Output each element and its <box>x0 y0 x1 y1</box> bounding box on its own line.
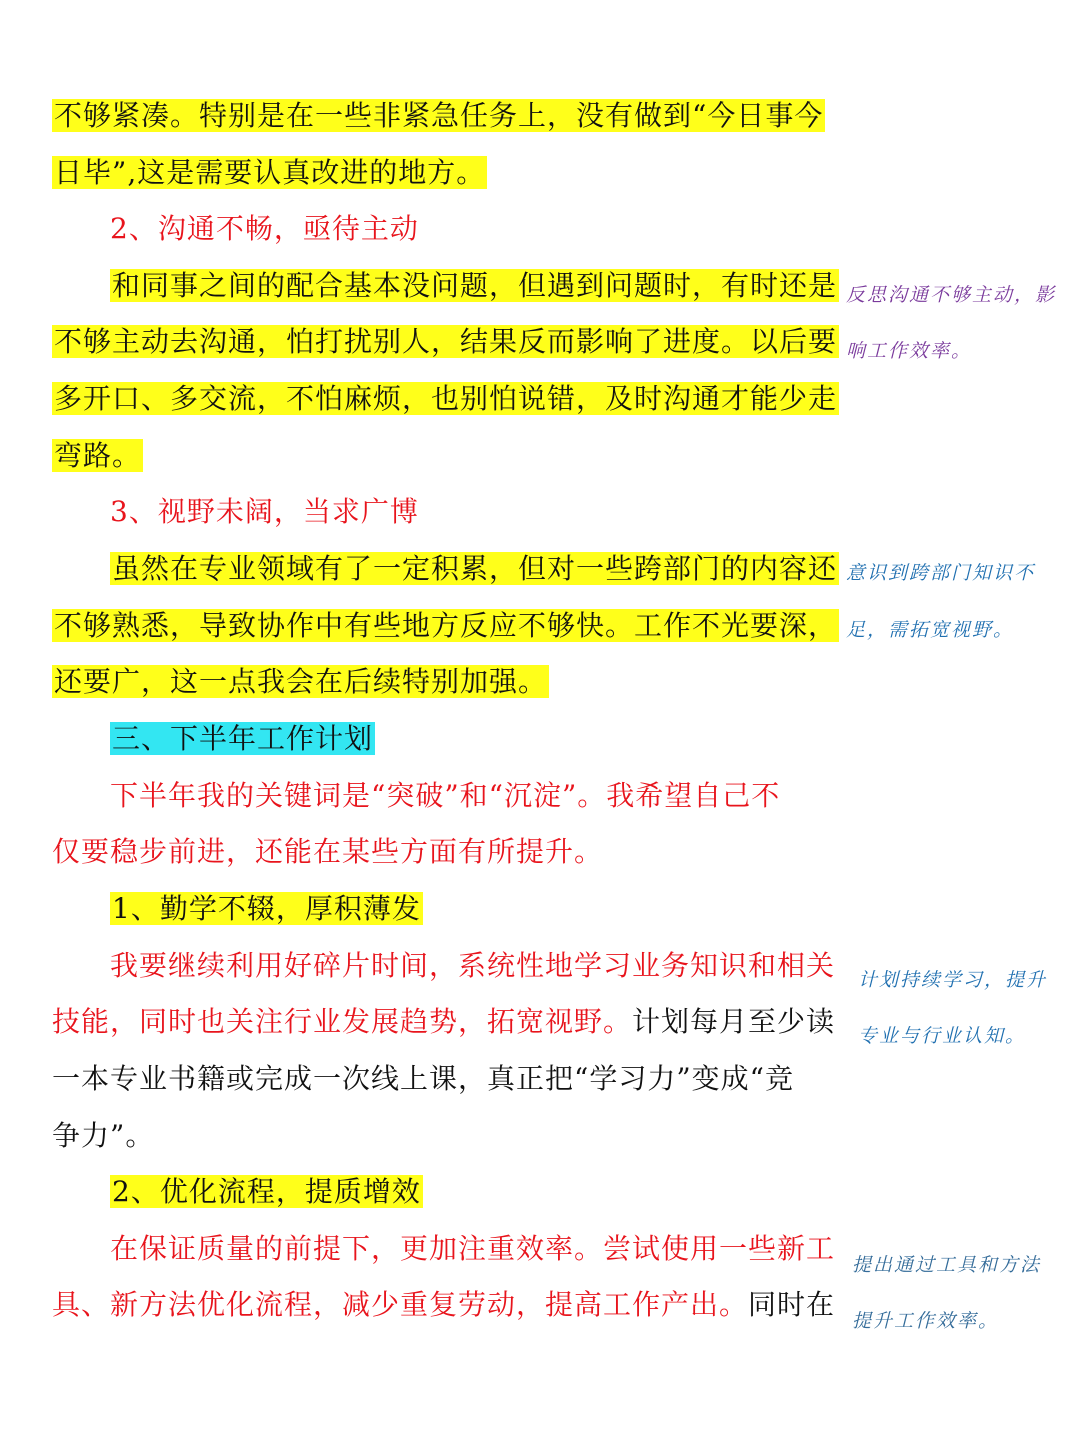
black-text: 同时在 <box>748 1288 836 1321</box>
highlighted-text: 多开口、多交流，不怕麻烦，也别怕说错，及时沟通才能少走 <box>54 382 838 415</box>
body-line-2 <box>52 145 487 201</box>
body-line-12: 我要继续利用好碎片时间，系统性地学习业务知识和相关 <box>110 949 836 982</box>
subheading-process <box>110 1164 423 1220</box>
body-line-7 <box>110 541 839 597</box>
body-line-10: 下半年我的关键词是“突破”和“沉淀”。我希望自己不 <box>110 779 781 812</box>
highlighted-text: 虽然在专业领域有了一定积累，但对一些跨部门的内容还 <box>112 552 838 585</box>
margin-note-1-line-1: 反思沟通不够主动，影 <box>846 284 1057 306</box>
body-line-6 <box>52 428 143 484</box>
body-line-1 <box>52 88 825 144</box>
body-line-11: 仅要稳步前进，还能在某些方面有所提升。 <box>52 835 604 868</box>
highlighted-text: 不够熟悉，导致协作中有些地方反应不够快。工作不光要深， <box>54 609 838 642</box>
highlighted-text: 弯路。 <box>54 439 142 472</box>
body-line-16: 在保证质量的前提下，更加注重效率。尝试使用一些新工 <box>110 1232 836 1265</box>
subheading-vision: 3、视野未阔，当求广博 <box>110 495 419 528</box>
body-line-9 <box>52 654 549 710</box>
margin-note-2-line-1: 意识到跨部门知识不 <box>846 562 1036 584</box>
highlighted-text: 和同事之间的配合基本没问题，但遇到问题时，有时还是 <box>112 269 838 302</box>
section-heading-plan <box>110 711 375 767</box>
body-line-15: 争力”。 <box>52 1119 155 1152</box>
body-line-8 <box>52 598 839 654</box>
highlighted-text: 不够紧凑。特别是在一些非紧急任务上，没有做到“今日事今 <box>54 99 824 132</box>
body-line-3 <box>110 258 839 314</box>
body-line-4 <box>52 314 839 370</box>
highlighted-text: 还要广，这一点我会在后续特别加强。 <box>54 665 548 698</box>
body-line-14: 一本专业书籍或完成一次线上课，真正把“学习力”变成“竞 <box>52 1062 794 1095</box>
body-line-5 <box>52 371 839 427</box>
highlighted-text: 1、勤学不辍，厚积薄发 <box>112 892 421 925</box>
margin-note-3-line-1: 计划持续学习，提升 <box>858 969 1048 991</box>
margin-note-2-line-2: 足，需拓宽视野。 <box>846 619 1015 641</box>
highlighted-text: 不够主动去沟通，怕打扰别人，结果反而影响了进度。以后要 <box>54 325 838 358</box>
red-text: 具、新方法优化流程，减少重复劳动，提高工作产出。 <box>52 1288 749 1321</box>
subheading-communication: 2、沟通不畅，亟待主动 <box>110 212 419 245</box>
margin-note-4-line-1: 提出通过工具和方法 <box>852 1254 1042 1276</box>
subheading-learning <box>110 881 423 937</box>
section-heading-text: 三、下半年工作计划 <box>112 722 374 755</box>
black-text: 计划每月至少读 <box>632 1005 836 1038</box>
red-text: 技能，同时也关注行业发展趋势，拓宽视野。 <box>52 1005 633 1038</box>
margin-note-1-line-2: 响工作效率。 <box>846 340 973 362</box>
margin-note-3-line-2: 专业与行业认知。 <box>858 1025 1027 1047</box>
body-line-17 <box>52 1277 835 1333</box>
margin-note-4-line-2: 提升工作效率。 <box>852 1310 1000 1332</box>
body-line-13 <box>52 994 835 1050</box>
highlighted-text: 2、优化流程，提质增效 <box>112 1175 421 1208</box>
highlighted-text: 日毕”,这是需要认真改进的地方。 <box>54 156 486 189</box>
